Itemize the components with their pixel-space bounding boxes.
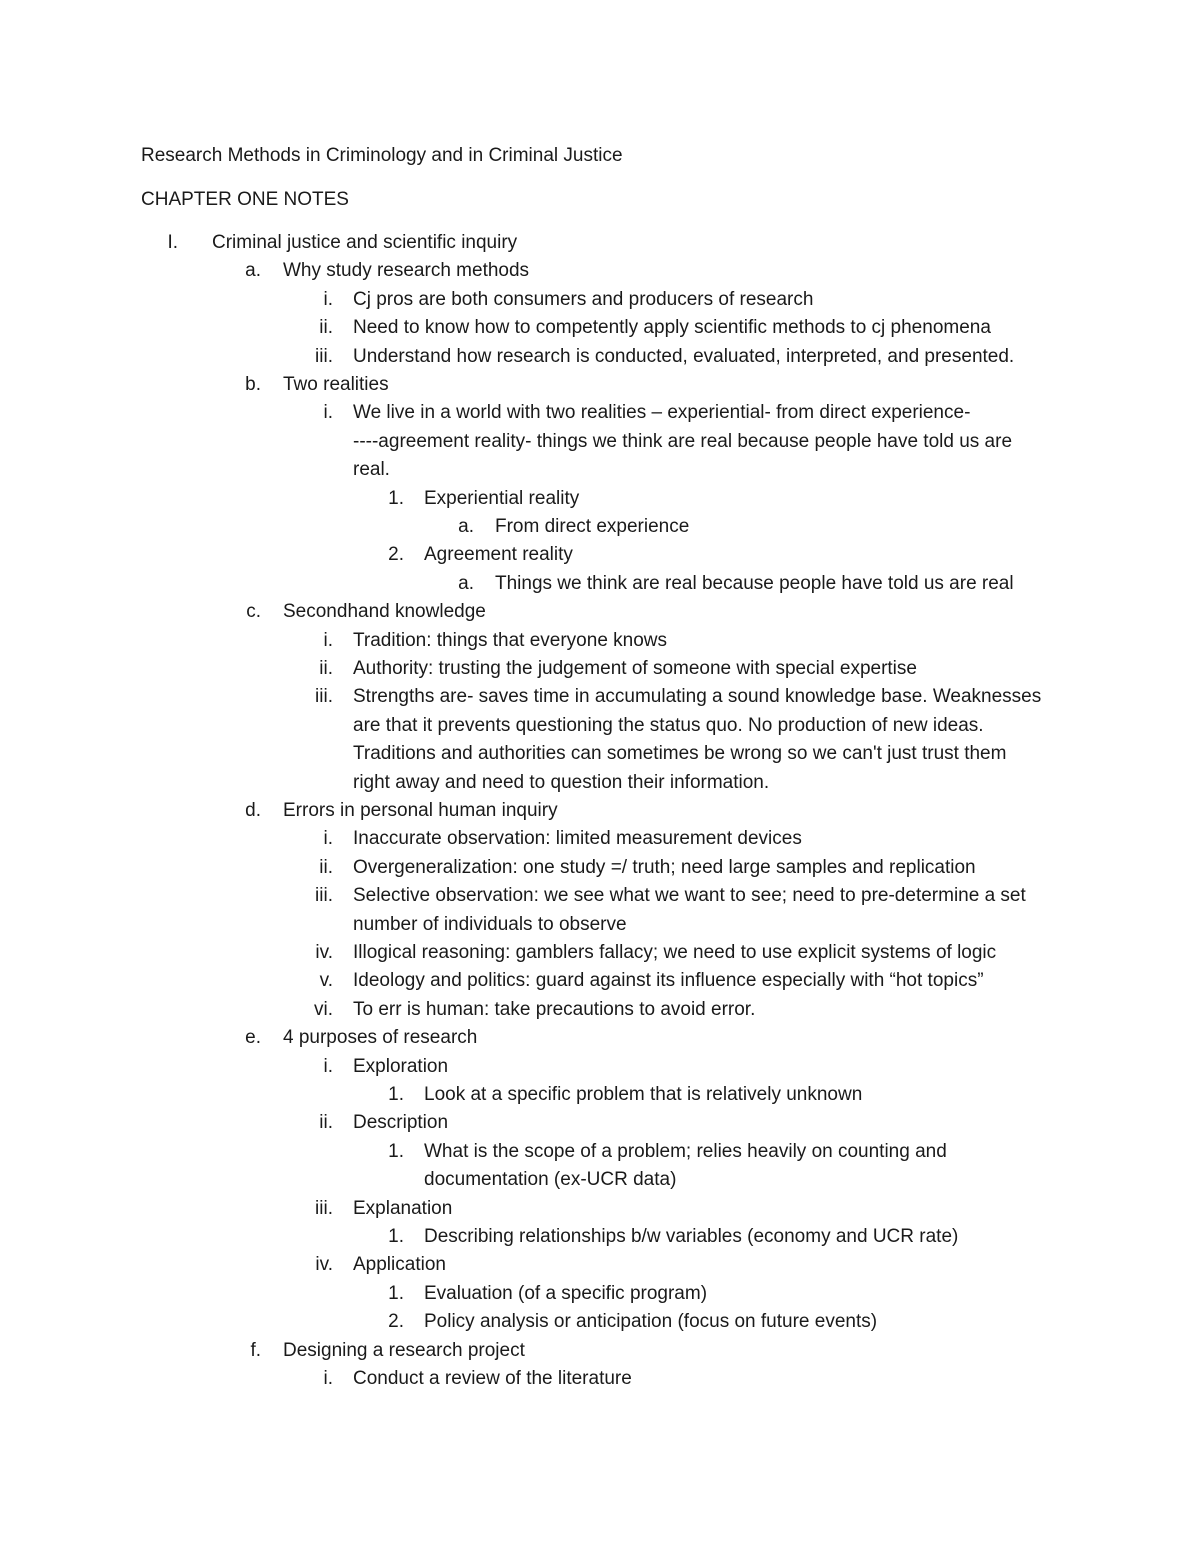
- outline-text: 4 purposes of research: [283, 1027, 478, 1049]
- outline-marker: iii.: [315, 885, 333, 907]
- outline-marker: ii.: [319, 856, 333, 878]
- outline-line: [0, 1365, 1200, 1393]
- outline-line: [0, 1081, 1200, 1109]
- outline-text: Conduct a review of the literature: [353, 1368, 632, 1389]
- outline-line: [0, 314, 1200, 342]
- outline-line: [0, 1337, 1200, 1365]
- outline-line: [0, 1166, 1200, 1194]
- outline-text: Tradition: things that everyone knows: [353, 629, 668, 651]
- outline-marker: 1.: [388, 487, 404, 509]
- outline-line: [0, 882, 1200, 910]
- document-title: Research Methods in Criminology and in Criminal Justice: [141, 145, 623, 166]
- outline-marker: i.: [323, 629, 333, 651]
- outline-line: [0, 1024, 1200, 1052]
- document-subtitle: CHAPTER ONE NOTES: [141, 189, 349, 210]
- outline-marker: i.: [323, 1055, 333, 1077]
- outline-line: [0, 740, 1200, 768]
- outline-line: [0, 996, 1200, 1024]
- outline-text: Policy analysis or anticipation (focus on future events): [424, 1311, 878, 1333]
- outline-text: Inaccurate observation: limited measurement devices: [353, 828, 802, 850]
- outline-text: We live in a world with two realities – experiential- from direct experience-: [353, 402, 971, 424]
- outline-line: [0, 1308, 1200, 1336]
- outline-text: Selective observation: we see what we want to see; need to pre-determine a set: [353, 885, 1026, 907]
- outline-marker: ii.: [319, 658, 333, 679]
- outline-line: [0, 598, 1200, 626]
- outline-text: Need to know how to competently apply scientific methods to cj phenomena: [353, 317, 991, 339]
- outline-line: [0, 513, 1200, 541]
- outline-text: Illogical reasoning: gamblers fallacy; we need to use explicit systems of logic: [353, 942, 997, 963]
- outline-marker: 1.: [388, 1282, 404, 1304]
- outline-line: [0, 627, 1200, 655]
- outline-text: Two realities: [283, 374, 389, 395]
- outline-marker: a.: [458, 516, 474, 537]
- outline-text: Experiential reality: [424, 487, 580, 509]
- outline-text: Errors in personal human inquiry: [283, 800, 558, 821]
- outline-text: Authority: trusting the judgement of someone with special expertise: [353, 658, 917, 679]
- outline-marker: a.: [245, 260, 261, 282]
- outline-line: [0, 570, 1200, 598]
- outline-line: [0, 655, 1200, 683]
- outline-text: Description: [353, 1112, 449, 1134]
- outline-marker: c.: [246, 601, 261, 623]
- outline-line: [0, 485, 1200, 513]
- outline-line: [0, 1053, 1200, 1081]
- outline-text: Application: [353, 1254, 446, 1276]
- outline-marker: ii.: [319, 1112, 333, 1134]
- outline-text: Evaluation (of a specific program): [424, 1282, 708, 1304]
- outline-marker: I.: [167, 232, 178, 253]
- outline-marker: 2.: [388, 544, 404, 566]
- outline-marker: iv.: [315, 1254, 333, 1276]
- outline-text: number of individuals to observe: [353, 913, 627, 935]
- outline-line: [0, 911, 1200, 939]
- outline-line: [0, 797, 1200, 825]
- outline-text: documentation (ex-UCR data): [424, 1169, 677, 1191]
- outline-marker: iii.: [315, 1197, 333, 1219]
- outline-marker: i.: [323, 288, 333, 310]
- outline-line: [0, 1223, 1200, 1251]
- outline-text: What is the scope of a problem; relies heavily on counting and: [424, 1140, 947, 1162]
- outline-line: [0, 541, 1200, 569]
- outline-line: [0, 371, 1200, 399]
- outline-marker: 1.: [388, 1140, 404, 1162]
- outline-marker: i.: [323, 828, 333, 850]
- outline-marker: v.: [319, 970, 333, 992]
- outline-marker: 2.: [388, 1311, 404, 1333]
- outline-text: Traditions and authorities can sometimes be wrong so we can't just trust them: [353, 743, 1007, 765]
- outline-line: [0, 343, 1200, 371]
- outline-marker: a.: [458, 572, 474, 594]
- outline-marker: i.: [323, 1368, 333, 1389]
- outline-line: [0, 683, 1200, 711]
- outline-text: Designing a research project: [283, 1339, 525, 1361]
- outline-text: Ideology and politics: guard against its influence especially with “hot topics”: [353, 970, 984, 992]
- outline-line: [0, 399, 1200, 427]
- outline-text: real.: [353, 459, 390, 481]
- outline-line: [0, 1138, 1200, 1166]
- outline-text: Why study research methods: [283, 260, 530, 282]
- outline-marker: e.: [245, 1027, 261, 1049]
- outline-text: Describing relationships b/w variables (economy and UCR rate): [424, 1226, 959, 1247]
- outline-line: [0, 1195, 1200, 1223]
- outline-line: [0, 257, 1200, 285]
- outline-text: are that it prevents questioning the status quo. No production of new ideas.: [353, 714, 984, 736]
- outline-text: Understand how research is conducted, evaluated, interpreted, and presented.: [353, 345, 1015, 367]
- outline-text: Look at a specific problem that is relatively unknown: [424, 1084, 863, 1105]
- outline-text: Explanation: [353, 1197, 453, 1219]
- outline-text: Things we think are real because people have told us are real: [495, 572, 1014, 594]
- outline-text: Agreement reality: [424, 544, 573, 566]
- outline-text: Overgeneralization: one study =/ truth; need large samples and replication: [353, 856, 976, 878]
- outline-line: [0, 1280, 1200, 1308]
- outline-marker: i.: [323, 402, 333, 424]
- outline-line: [0, 712, 1200, 740]
- outline-line: [0, 1109, 1200, 1137]
- outline-line: [0, 854, 1200, 882]
- outline-marker: iv.: [315, 942, 333, 963]
- outline-text: Exploration: [353, 1055, 449, 1077]
- outline-line: [0, 456, 1200, 484]
- outline-text: Cj pros are both consumers and producers of research: [353, 288, 814, 310]
- outline-marker: iii.: [315, 686, 333, 708]
- outline-text: right away and need to question their information.: [353, 771, 770, 793]
- outline-line: [0, 1251, 1200, 1279]
- outline-text: Strengths are- saves time in accumulating a sound knowledge base. Weaknesses: [353, 686, 1042, 708]
- outline-line: [0, 428, 1200, 456]
- outline-marker: vi.: [314, 998, 333, 1020]
- outline-line: [0, 769, 1200, 797]
- outline-marker: 1.: [388, 1226, 404, 1247]
- outline-marker: ii.: [319, 317, 333, 339]
- outline-text: ----agreement reality- things we think are real because people have told us are: [353, 430, 1013, 452]
- outline-text: From direct experience: [495, 516, 690, 537]
- outline-marker: f.: [250, 1339, 261, 1361]
- outline-line: [0, 825, 1200, 853]
- outline-line: [0, 229, 1200, 257]
- outline-text: Secondhand knowledge: [283, 601, 486, 623]
- outline-line: [0, 939, 1200, 967]
- outline-line: [0, 286, 1200, 314]
- outline-marker: 1.: [388, 1084, 404, 1105]
- outline-marker: iii.: [315, 345, 333, 367]
- outline-text: Criminal justice and scientific inquiry: [212, 232, 518, 253]
- outline-text: To err is human: take precautions to avoid error.: [353, 998, 756, 1020]
- outline-line: [0, 967, 1200, 995]
- outline-marker: d.: [245, 800, 261, 821]
- outline-marker: b.: [245, 374, 261, 395]
